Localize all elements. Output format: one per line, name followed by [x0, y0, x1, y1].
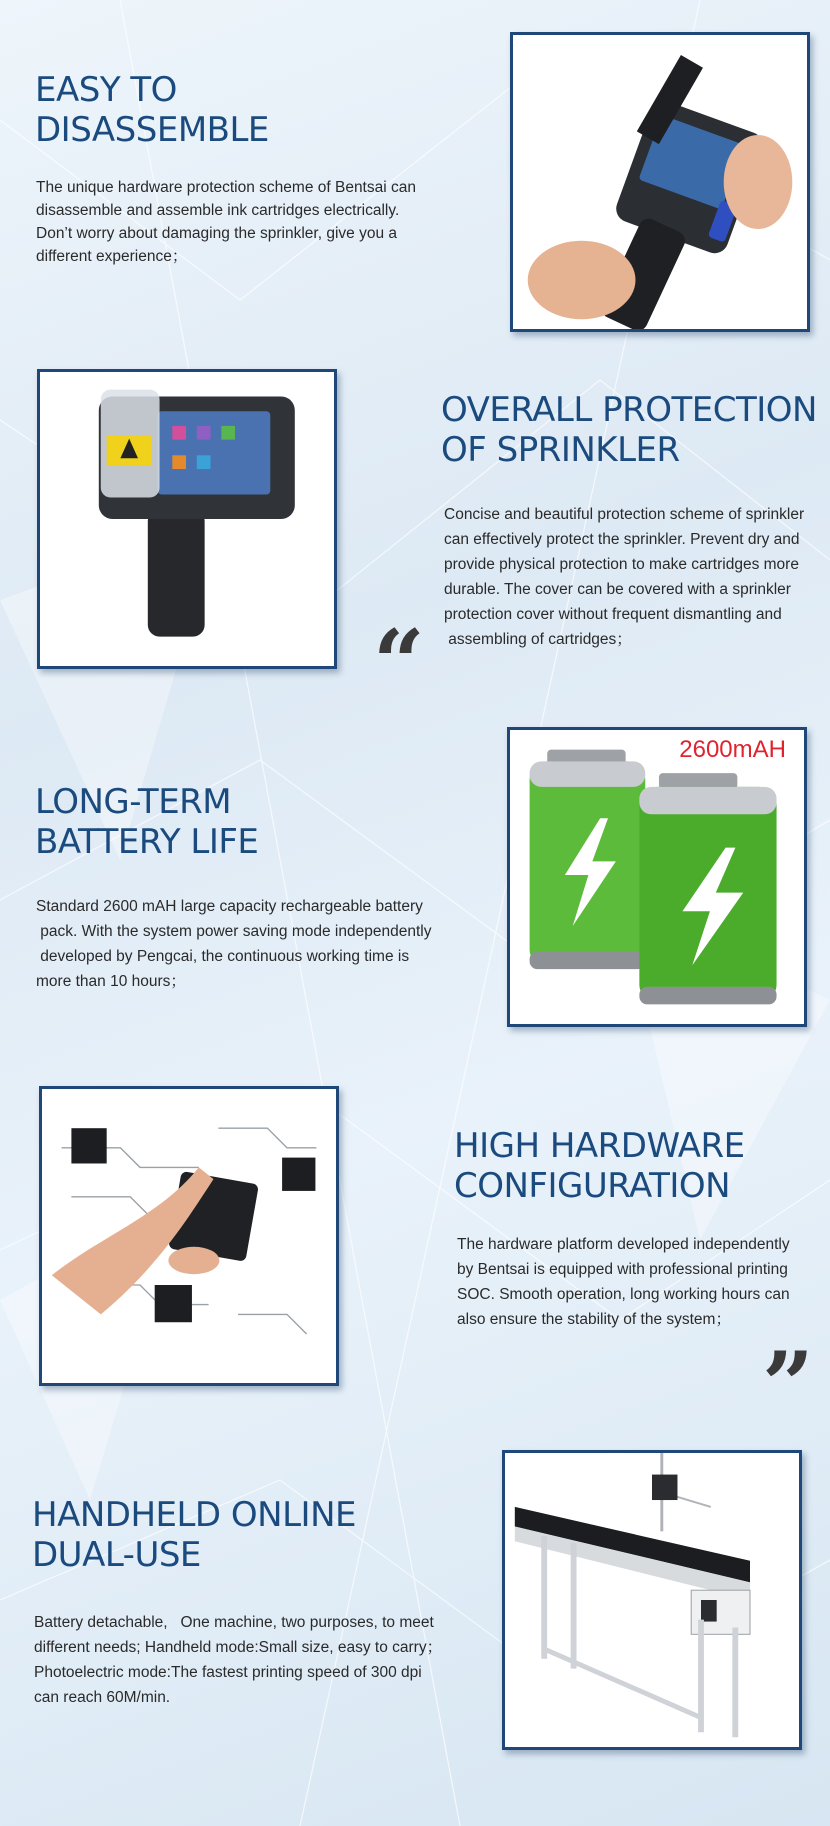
section-overall-protection: [0, 360, 830, 716]
section-description: The unique hardware protection scheme of Bentsai can disassemble and assemble ink cartridges electrically. Don’t worry about damaging the sprinkler, give you a different experience；: [36, 179, 416, 265]
section-description: Concise and beautiful protection scheme of sprinkler can effectively protect the sprinkler. Prevent dry and provide physical protection to make cartridges more durable. The cover can be covered with a sprinkler protection cover without frequent dismantling and assembling of cartridges；: [444, 506, 805, 648]
section-easy-disassemble: [0, 0, 830, 340]
section-title: HIGH HARDWARE CONFIGURATION: [454, 1126, 745, 1206]
section-title: HANDHELD ONLINE DUAL-USE: [32, 1495, 356, 1575]
section-description: The hardware platform developed independently by Bentsai is equipped with professional printing SOC. Smooth operation, long working hours can also ensure the stability of the system；: [457, 1236, 790, 1328]
section-title: LONG-TERM BATTERY LIFE: [35, 782, 259, 862]
conveyor-printer-photo: [502, 1450, 802, 1750]
section-title: EASY TO DISASSEMBLE: [35, 70, 269, 150]
section-handheld-online: [0, 1430, 830, 1826]
section-description: Standard 2600 mAH large capacity rechargeable battery pack. With the system power saving mode independently developed by Pengcai, the continuous working time is more than 10 hours；: [36, 898, 432, 990]
battery-capacity-label: 2600mAH: [679, 736, 786, 763]
printer-cover-photo: [37, 369, 337, 669]
section-title: OVERALL PROTECTION OF SPRINKLER: [441, 390, 817, 470]
section-battery-life: [0, 720, 830, 1050]
chip-photo: [39, 1086, 339, 1386]
open-quote-icon: “: [373, 610, 425, 716]
section-description: Battery detachable, One machine, two purposes, to meet different needs; Handheld mode:Small size, easy to carry； Photoelectric mode:The fastest printing speed of 300 dpi can reach 60M/min.: [34, 1614, 443, 1706]
handheld-printer-photo: [510, 32, 810, 332]
close-quote-icon: ”: [762, 1332, 814, 1438]
battery-illustration: [507, 727, 807, 1027]
section-hardware-config: [0, 1070, 830, 1438]
